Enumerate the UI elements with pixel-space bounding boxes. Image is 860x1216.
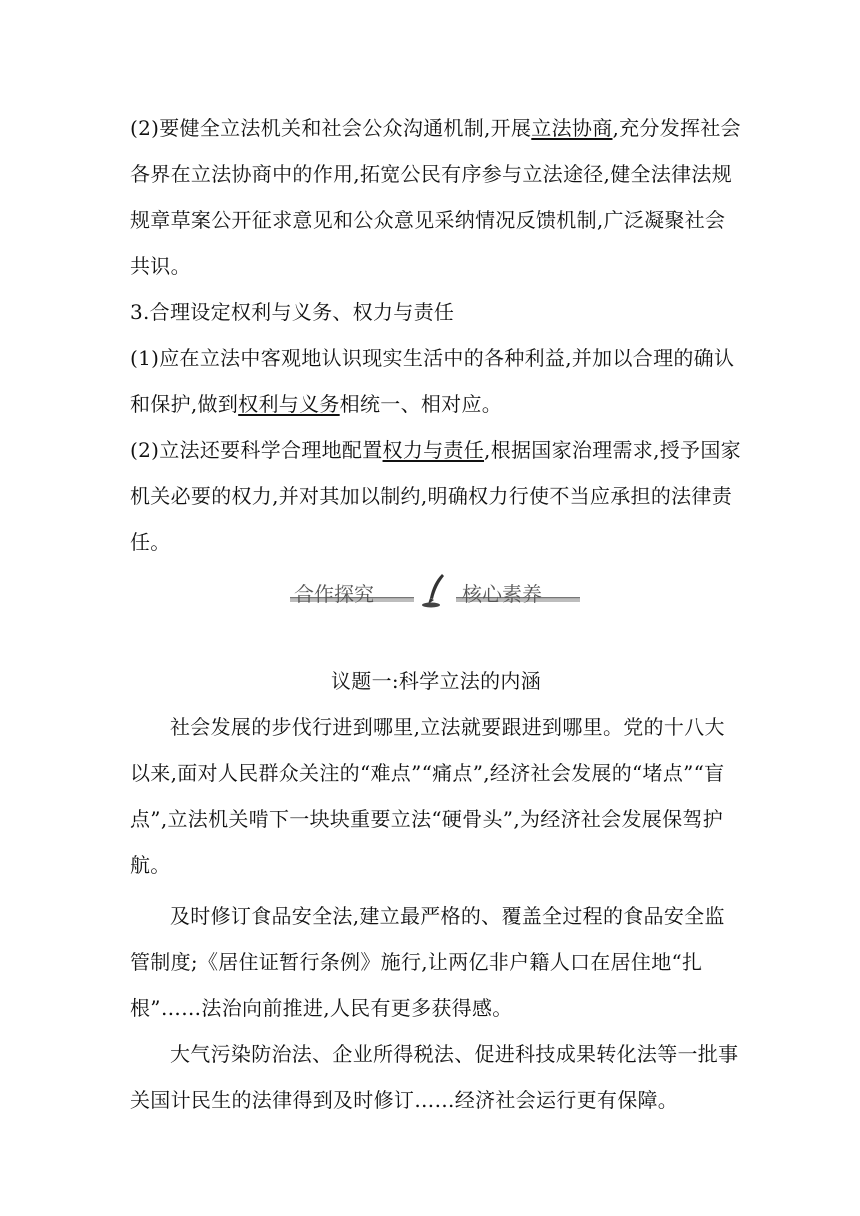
- paragraph-power-responsibility: (2)立法还要科学合理地配置权力与责任,根据国家治理需求,授予国家机关必要的权力,并对其加以制约,明确权力行使不当应承担的法律责任。: [130, 438, 741, 554]
- topic-paragraph: 大气污染防治法、企业所得税法、促进科技成果转化法等一批事关国计民生的法律得到及时修订……经济社会运行更有保障。: [130, 1042, 739, 1112]
- underlined-term: 权利与义务: [238, 392, 340, 416]
- underlined-term: 立法协商: [531, 116, 613, 140]
- paragraph-legislative-consultation: (2)要健全立法机关和社会公众沟通机制,开展立法协商,充分发挥社会各界在立法协商中的作用,拓宽公民有序参与立法途径,健全法律法规规章草案公开征求意见和公众意见采纳情况反馈机制,广泛凝聚社会共识。: [130, 116, 741, 278]
- paragraph-rights-duties: (1)应在立法中客观地认识现实生活中的各种利益,并加以合理的确认和保护,做到权利与义务相统一、相对应。: [130, 346, 735, 416]
- topic-paragraph: 及时修订食品安全法,建立最严格的、覆盖全过程的食品安全监管制度;《居住证暂行条例》施行,让两亿非户籍人口在居住地“扎根”……法治向前推进,人民有更多获得感。: [130, 904, 725, 1020]
- quill-pen-icon: [420, 572, 450, 608]
- underlined-term: 权力与责任: [382, 438, 485, 462]
- banner-right-text: 核心素养: [462, 582, 542, 606]
- section-heading: 3.合理设定权利与义务、权力与责任: [130, 300, 455, 324]
- banner-left-text: 合作探究: [294, 582, 374, 606]
- section-banner: [290, 570, 580, 614]
- topic-paragraph: 社会发展的步伐行进到哪里,立法就要跟进到哪里。党的十八大以来,面对人民群众关注的“难点”“痛点”,经济社会发展的“堵点”“盲点”,立法机关啃下一块块重要立法“硬骨头”,为经济社会发展保驾护航。: [130, 715, 725, 877]
- topic-title: 议题一:科学立法的内涵: [330, 669, 542, 693]
